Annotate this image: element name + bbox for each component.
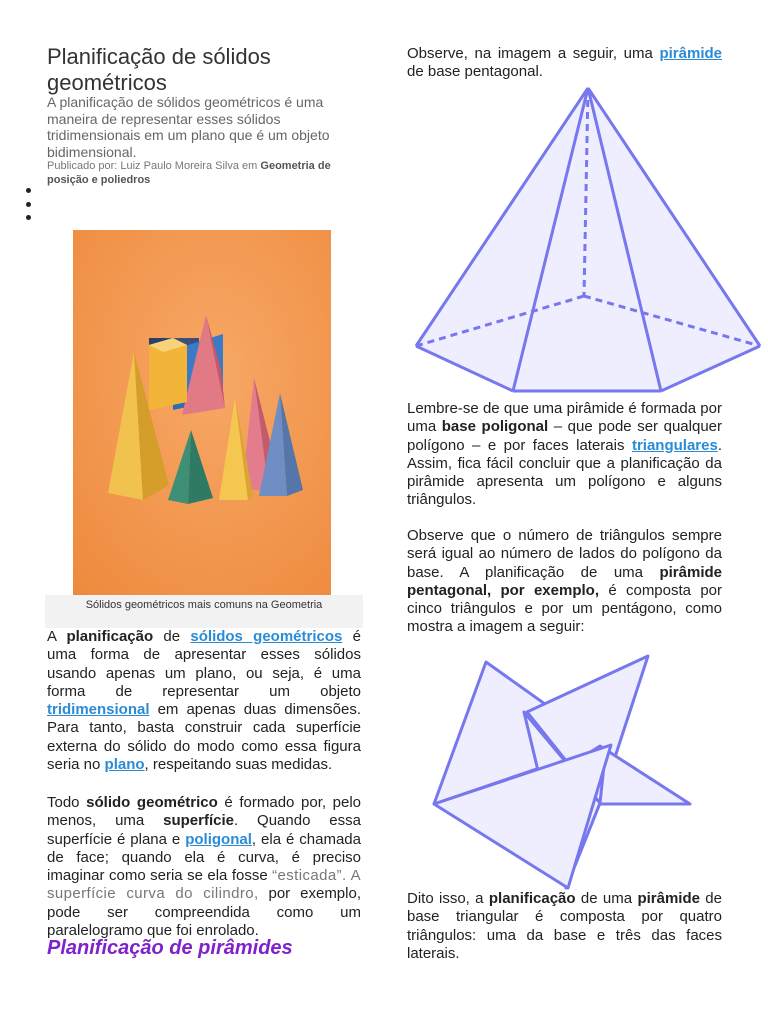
paragraph-numero-triangulos: Observe que o número de triângulos sempre será igual ao número de lados do polígono da base. A planificação de uma pirâmide pentagonal, por exemplo, é composta por cinco triângulos e por um pentágono, como mostra a imagem a seguir: (407, 527, 722, 636)
byline-category[interactable]: Geometria de posição e poliedros (47, 160, 331, 186)
more-options-icon[interactable] (24, 188, 34, 229)
link-tridimensional[interactable]: tridimensional (47, 701, 150, 719)
link-poligonal[interactable]: poligonal (185, 830, 252, 848)
link-triangulares[interactable]: triangulares (631, 436, 718, 454)
section-heading: Planificação de pirâmides (47, 937, 293, 959)
article-lead: A planificação de sólidos geométricos é uma maneira de representar esses sólidos tridimensionais em um plano que é um objeto bidimensional. (47, 94, 330, 160)
pentagonal-pyramid-drawing (410, 84, 766, 396)
page-title: Planificação de sólidos geométricos (47, 44, 271, 95)
paragraph-faces: Todo sólido geométrico é formado por, pelo menos, uma superfície. Quando essa superfície é plana e poligonal, ela é chamada de face; quando ela é curva, é preciso imaginar como seria se ela fosse “esticada”. A superfície curva do cilindro, por exemplo, pode ser compreendida como um paralelogramo que foi enrolado. (47, 794, 362, 940)
paragraph-base-triangular: Dito isso, a planificação de uma pirâmide de base triangular é composta por quatro triângulos: uma da base e três das faces laterais. (407, 890, 722, 962)
geometric-solids-photo (73, 230, 331, 595)
link-solidos-geometricos[interactable]: sólidos geométricos (190, 628, 343, 645)
paragraph-observe: Observe, na imagem a seguir, uma pirâmide de base pentagonal. (407, 45, 722, 81)
byline (47, 159, 365, 187)
link-plano[interactable]: plano (104, 756, 145, 774)
paragraph-intro: A planificação de sólidos geométricos é uma forma de apresentar esses sólidos usando apenas um plano, ou seja, é uma forma de representar um objeto tridimensional em apenas duas dimensões. Para tanto, basta construir cada superfície externa do sólido do modo como essa figura seria no plano, respeitando suas medidas. (47, 628, 361, 774)
figure-caption-box (45, 595, 363, 628)
byline-author: Publicado por: Luiz Paulo Moreira Silva em (47, 160, 261, 172)
paragraph-base-poligonal: Lembre-se de que uma pirâmide é formada por uma base poligonal – que pode ser qualquer polígono – e por faces laterais triangulares. Assim, fica fácil concluir que a planificação da pirâmide apresenta um polígono e alguns triângulos. (407, 400, 723, 509)
figure-caption: Sólidos geométricos mais comuns na Geometria (85, 599, 323, 611)
link-piramide[interactable]: pirâmide (659, 45, 722, 62)
pentagonal-pyramid-net-drawing (428, 652, 696, 892)
